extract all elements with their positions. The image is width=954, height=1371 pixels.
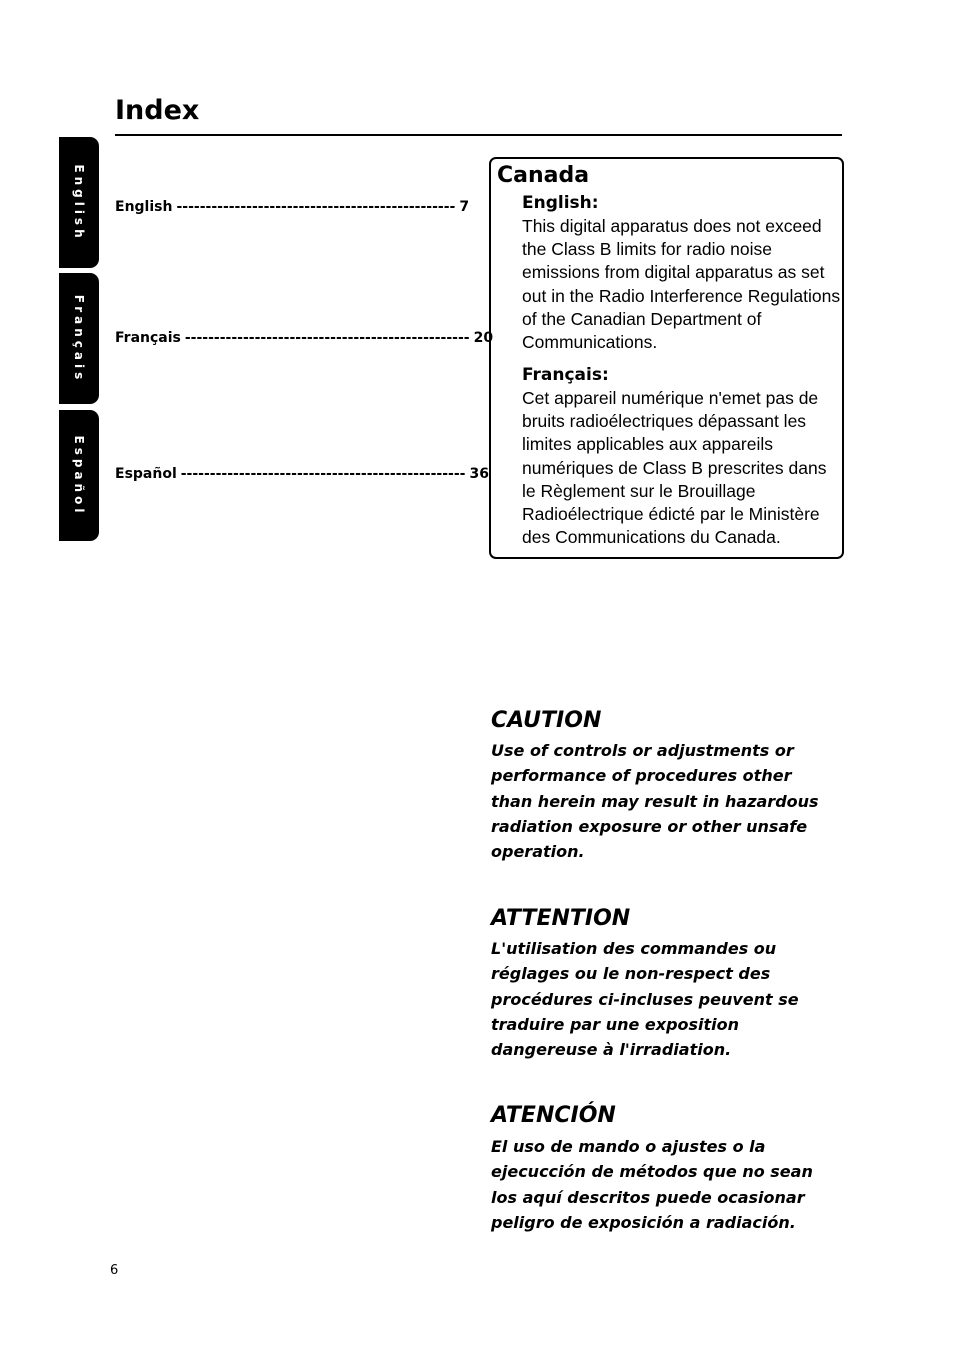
side-tab-english[interactable] [59, 137, 99, 268]
side-tab-francais[interactable] [59, 273, 99, 404]
canada-french-text: Cet appareil numérique n'emet pas de bruits radioélectriques dépassant les limites applicables aux appareils numériques de Class B prescrites dans le Règlement sur le Brouillage Radioélectrique édicté par le Ministère des Communications du Canada. [522, 388, 827, 548]
canada-english-heading: English: [522, 193, 599, 213]
page-title: Index [115, 95, 200, 126]
side-tab-label: English [72, 163, 86, 242]
side-tab-label: Español [72, 435, 86, 516]
side-tab-espanol[interactable] [59, 410, 99, 541]
atencion-heading: ATENCIÓN [491, 1103, 616, 1128]
canada-notice-box [489, 157, 844, 559]
caution-text: Use of controls or adjustments or performance of procedures other than herein may result in hazardous radiation exposure or other unsafe operation. [491, 741, 819, 862]
toc-page-number: 20 [473, 330, 494, 346]
canada-title: Canada [497, 163, 590, 188]
toc-entry-english[interactable] [115, 199, 470, 215]
attention-heading: ATTENTION [491, 906, 631, 931]
toc-label: English [115, 199, 173, 215]
canada-french-heading: Français: [522, 365, 609, 385]
title-divider [115, 134, 842, 136]
toc-label: Español [115, 466, 177, 482]
attention-text: L'utilisation des commandes ou réglages ou le non-respect des procédures ci-incluses peuvent se traduire par une exposition dangereuse à l'irradiation. [491, 939, 799, 1060]
canada-english-text: This digital apparatus does not exceed the Class B limits for radio noise emissions from digital apparatus as set out in the Radio Interference Regulations of the Canadian Department of Communications. [522, 216, 841, 353]
toc-leader: ------------------------------------------------ [176, 199, 456, 215]
toc-page-number: 36 [469, 466, 489, 482]
toc-leader: ------------------------------------------------- [180, 466, 466, 482]
toc-label: Français [115, 330, 181, 346]
toc-entry-espanol[interactable] [115, 466, 489, 482]
toc-entry-francais[interactable] [115, 330, 494, 346]
atencion-text: El uso de mando o ajustes o la ejecucción de métodos que no sean los aquí descritos puede ocasionar peligro de exposición a radiación. [491, 1137, 813, 1232]
side-tab-label: Français [72, 294, 86, 383]
toc-page-number: 7 [459, 199, 470, 215]
caution-heading: CAUTION [491, 708, 602, 733]
page-number: 6 [110, 1263, 119, 1278]
toc-leader: ------------------------------------------------- [184, 330, 470, 346]
